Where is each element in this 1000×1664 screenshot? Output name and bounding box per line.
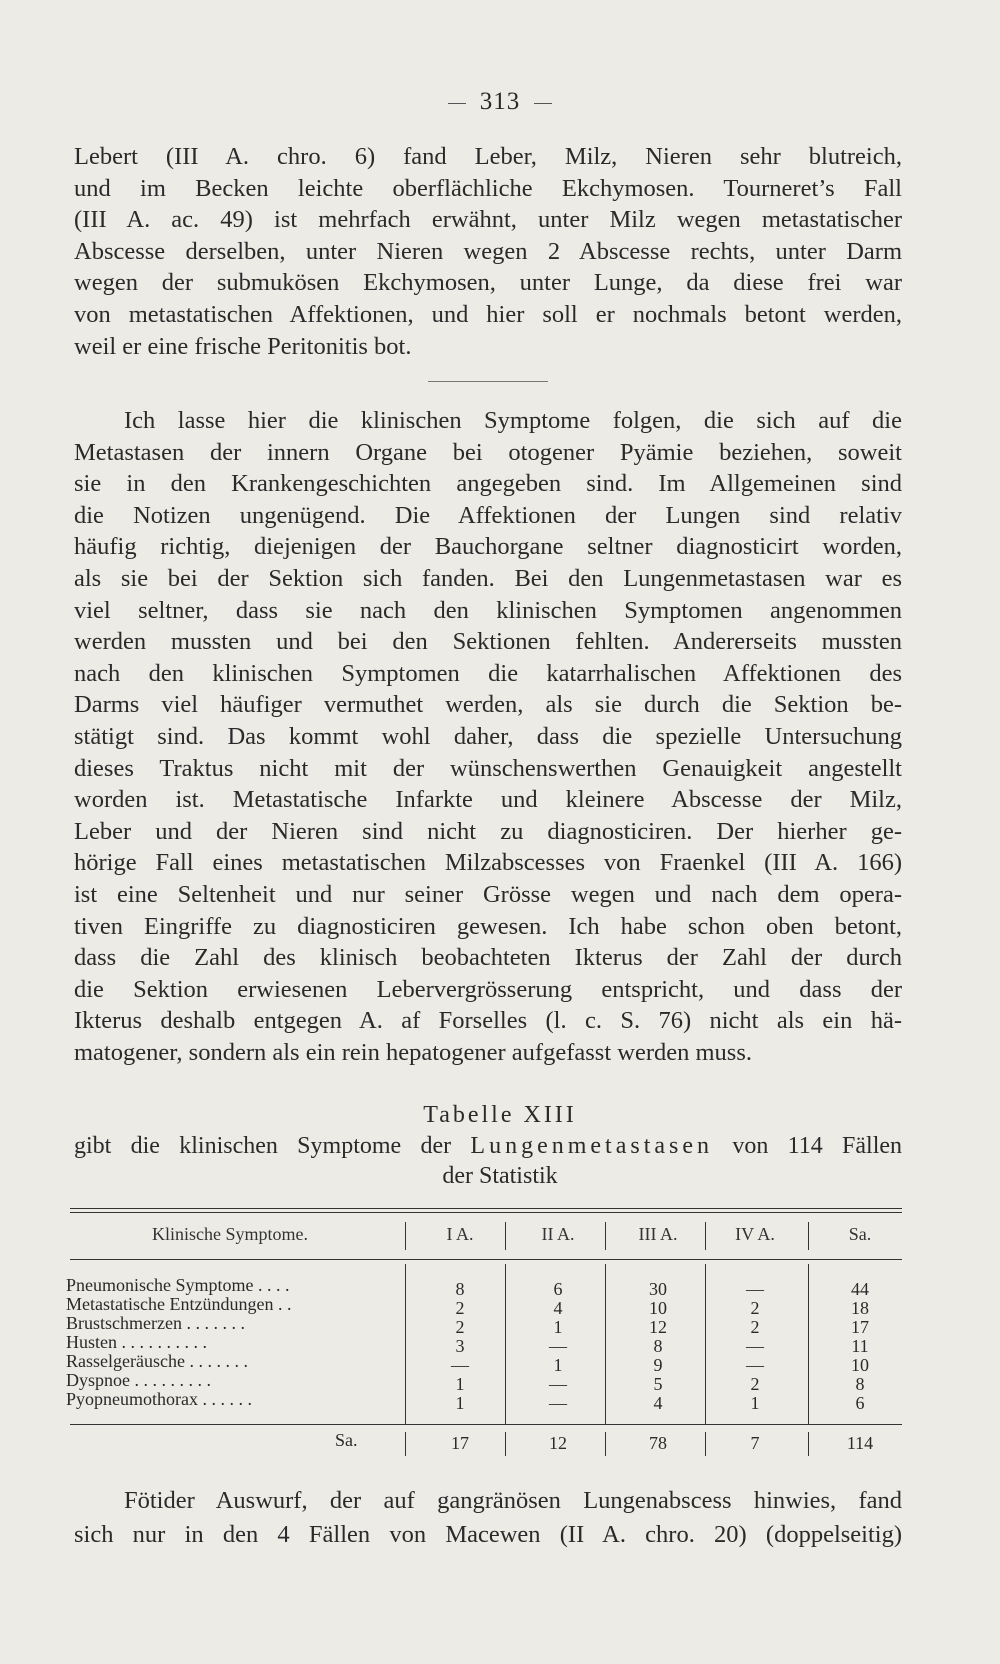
- text-line: ist eine Seltenheit und nur seiner Grösse wegen und nach dem opera-: [74, 880, 902, 908]
- text-line: Leber und der Nieren sind nicht zu diagnosticiren. Der hierher ge-: [74, 817, 902, 845]
- table-row-label: Metastatische Entzündungen . .: [66, 1294, 292, 1314]
- table-cell: 6: [553, 1279, 563, 1299]
- table-cell: 8: [653, 1336, 663, 1356]
- col-divider: [808, 1222, 809, 1250]
- text-line: weil er eine frische Peritonitis bot.: [74, 332, 412, 360]
- table-cell: 17: [851, 1317, 869, 1337]
- text-line: tiven Eingriffe zu diagnosticiren gewesen. Ich habe schon oben betont,: [74, 912, 902, 940]
- text-line: nach den klinischen Symptomen die katarrhalischen Affektionen des: [74, 659, 902, 687]
- table-cell: 4: [653, 1393, 663, 1413]
- page-number: [0, 88, 1000, 116]
- col-divider: [808, 1432, 809, 1456]
- table-subtitle-spaced: Lungenmetastasen: [470, 1133, 714, 1159]
- table-cell: —: [746, 1336, 764, 1356]
- paragraph-1: [74, 141, 902, 362]
- text-line: dieses Traktus nicht mit der wünschenswerthen Genauigkeit angestellt: [74, 754, 902, 782]
- text-line: Metastasen der innern Organe bei otogener Pyämie beziehen, soweit: [74, 438, 902, 466]
- text-line: die Notizen ungenügend. Die Affektionen der Lungen sind relativ: [74, 501, 902, 529]
- table-header-sum: Sa.: [848, 1224, 872, 1244]
- text-line: wegen der submukösen Ekchymosen, unter Lunge, da diese frei war: [74, 269, 902, 297]
- col-divider: [605, 1432, 606, 1456]
- page-number-dash-right: [534, 103, 552, 104]
- table-cell: —: [549, 1336, 567, 1356]
- table-row-label: Rasselgeräusche . . . . . . .: [66, 1351, 248, 1371]
- text-line: (III A. ac. 49) ist mehrfach erwähnt, unter Milz wegen metastatischer: [74, 206, 902, 234]
- table-subtitle-line2: der Statistik: [442, 1163, 558, 1189]
- col-divider: [605, 1264, 606, 1424]
- table-cell: 30: [649, 1279, 667, 1299]
- table-title: Tabelle XIII: [423, 1102, 577, 1128]
- table-cell: 2: [455, 1298, 465, 1318]
- text-line: matogener, sondern als ein rein hepatogener aufgefasst werden muss.: [74, 1038, 752, 1066]
- table-header-iia: II A.: [541, 1224, 575, 1244]
- table-cell: —: [549, 1393, 567, 1413]
- table-cell: 10: [851, 1355, 869, 1375]
- table-sum-label: Sa.: [335, 1430, 358, 1450]
- table-cell: 8: [855, 1374, 865, 1394]
- table-cell: 1: [553, 1317, 563, 1337]
- table-sum-cell: 7: [750, 1433, 760, 1453]
- table-cell: 2: [750, 1298, 760, 1318]
- col-divider: [605, 1222, 606, 1250]
- col-divider: [705, 1222, 706, 1250]
- table-cell: 1: [553, 1355, 563, 1375]
- table-cell: 11: [851, 1336, 869, 1356]
- text-line: die Sektion erwiesenen Lebervergrösserung entspricht, und dass der: [74, 975, 902, 1003]
- table-top-rule: [70, 1208, 902, 1209]
- col-divider: [405, 1222, 406, 1250]
- table-cell: 8: [455, 1279, 465, 1299]
- table-cell: 12: [649, 1317, 667, 1337]
- text-line: Abscesse derselben, unter Nieren wegen 2 Abscesse rechts, unter Darm: [74, 237, 902, 265]
- table-header-symptoms: Klinische Symptome.: [152, 1224, 308, 1244]
- table-cell: 1: [455, 1393, 465, 1413]
- section-divider: [428, 381, 548, 382]
- text-line: Fötider Auswurf, der auf gangränösen Lungenabscess hinwies, fand: [124, 1487, 902, 1514]
- table-sum-cell: 78: [649, 1433, 667, 1453]
- table-cell: 44: [851, 1279, 869, 1299]
- table-row-label: Dyspnoe . . . . . . . . .: [66, 1370, 211, 1390]
- col-divider: [705, 1432, 706, 1456]
- text-line: häufig richtig, diejenigen der Bauchorgane seltner diagnosticirt worden,: [74, 533, 902, 561]
- table-cell: 2: [750, 1374, 760, 1394]
- table-row-label: Husten . . . . . . . . . .: [66, 1332, 207, 1352]
- table-cell: 9: [653, 1355, 663, 1375]
- col-divider: [808, 1264, 809, 1424]
- text-line: und im Becken leichte oberflächliche Ekchymosen. Tourneret’s Fall: [74, 174, 902, 202]
- table-body-rule: [70, 1424, 902, 1425]
- table-cell: 2: [455, 1317, 465, 1337]
- col-divider: [505, 1432, 506, 1456]
- col-divider: [505, 1264, 506, 1424]
- table-cell: 10: [649, 1298, 667, 1318]
- text-line: Ich lasse hier die klinischen Symptome folgen, die sich auf die: [124, 407, 902, 434]
- table-subtitle-pre: gibt die klinischen Symptome der: [74, 1133, 452, 1159]
- text-line: hörige Fall eines metastatischen Milzabscesses von Fraenkel (III A. 166): [74, 849, 902, 877]
- table-cell: 5: [653, 1374, 663, 1394]
- table-header-ia: I A.: [446, 1224, 474, 1244]
- text-line: von metastatischen Affektionen, und hier soll er nochmals betont werden,: [74, 300, 902, 328]
- table-header-iiia: III A.: [638, 1224, 678, 1244]
- table-cell: 4: [553, 1298, 563, 1318]
- text-line: worden ist. Metastatische Infarkte und kleinere Abscesse der Milz,: [74, 786, 902, 814]
- text-line: sich nur in den 4 Fällen von Macewen (II A. chro. 20) (doppelseitig): [74, 1521, 902, 1548]
- text-line: als sie bei der Sektion sich fanden. Bei den Lungenmetastasen war es: [74, 564, 902, 592]
- table-row-label: Pyopneumothorax . . . . . .: [66, 1389, 252, 1409]
- paragraph-3: [74, 1484, 902, 1552]
- table-cell: 3: [455, 1336, 465, 1356]
- table-sum-cell: 17: [451, 1433, 469, 1453]
- table-top-rule-double: [70, 1212, 902, 1213]
- table-cell: 1: [750, 1393, 760, 1413]
- table-cell: —: [746, 1355, 764, 1375]
- col-divider: [405, 1264, 406, 1424]
- table-cell: 18: [851, 1298, 869, 1318]
- text-line: stätigt sind. Das kommt wohl daher, dass die spezielle Untersuchung: [74, 722, 902, 750]
- text-line: dass die Zahl des klinisch beobachteten Ikterus der Zahl der durch: [74, 944, 902, 972]
- table-cell: 1: [455, 1374, 465, 1394]
- table-sum-cell: 114: [846, 1433, 874, 1453]
- text-line: Lebert (III A. chro. 6) fand Leber, Milz, Nieren sehr blutreich,: [74, 143, 902, 170]
- text-line: werden mussten und bei den Sektionen fehlten. Andererseits mussten: [74, 628, 902, 656]
- table-subtitle-post: von 114 Fällen: [732, 1133, 903, 1159]
- table-header-rule: [70, 1259, 902, 1260]
- table-cell: —: [451, 1355, 469, 1375]
- col-divider: [505, 1222, 506, 1250]
- table-row-label: Brustschmerzen . . . . . . .: [66, 1313, 245, 1333]
- table-subtitle: [74, 1133, 902, 1160]
- text-line: Darms viel häufiger vermuthet werden, als sie durch die Sektion be-: [74, 691, 902, 719]
- text-line: viel seltner, dass sie nach den klinischen Symptomen angenommen: [74, 596, 902, 624]
- table-cell: 6: [855, 1393, 865, 1413]
- table-cell: —: [549, 1374, 567, 1394]
- page-number-dash-left: [448, 103, 466, 104]
- table-header-iva: IV A.: [735, 1224, 775, 1244]
- table-cell: —: [746, 1279, 764, 1299]
- table-row-label: Pneumonische Symptome . . . .: [66, 1275, 290, 1295]
- paragraph-2: [74, 405, 902, 1068]
- col-divider: [705, 1264, 706, 1424]
- text-line: Ikterus deshalb entgegen A. af Forselles (l. c. S. 76) nicht als ein hä-: [74, 1007, 902, 1035]
- col-divider: [405, 1432, 406, 1456]
- table-cell: 2: [750, 1317, 760, 1337]
- page-number-text: 313: [479, 88, 521, 115]
- table-sum-cell: 12: [549, 1433, 567, 1453]
- text-line: sie in den Krankengeschichten angegeben sind. Im Allgemeinen sind: [74, 470, 902, 498]
